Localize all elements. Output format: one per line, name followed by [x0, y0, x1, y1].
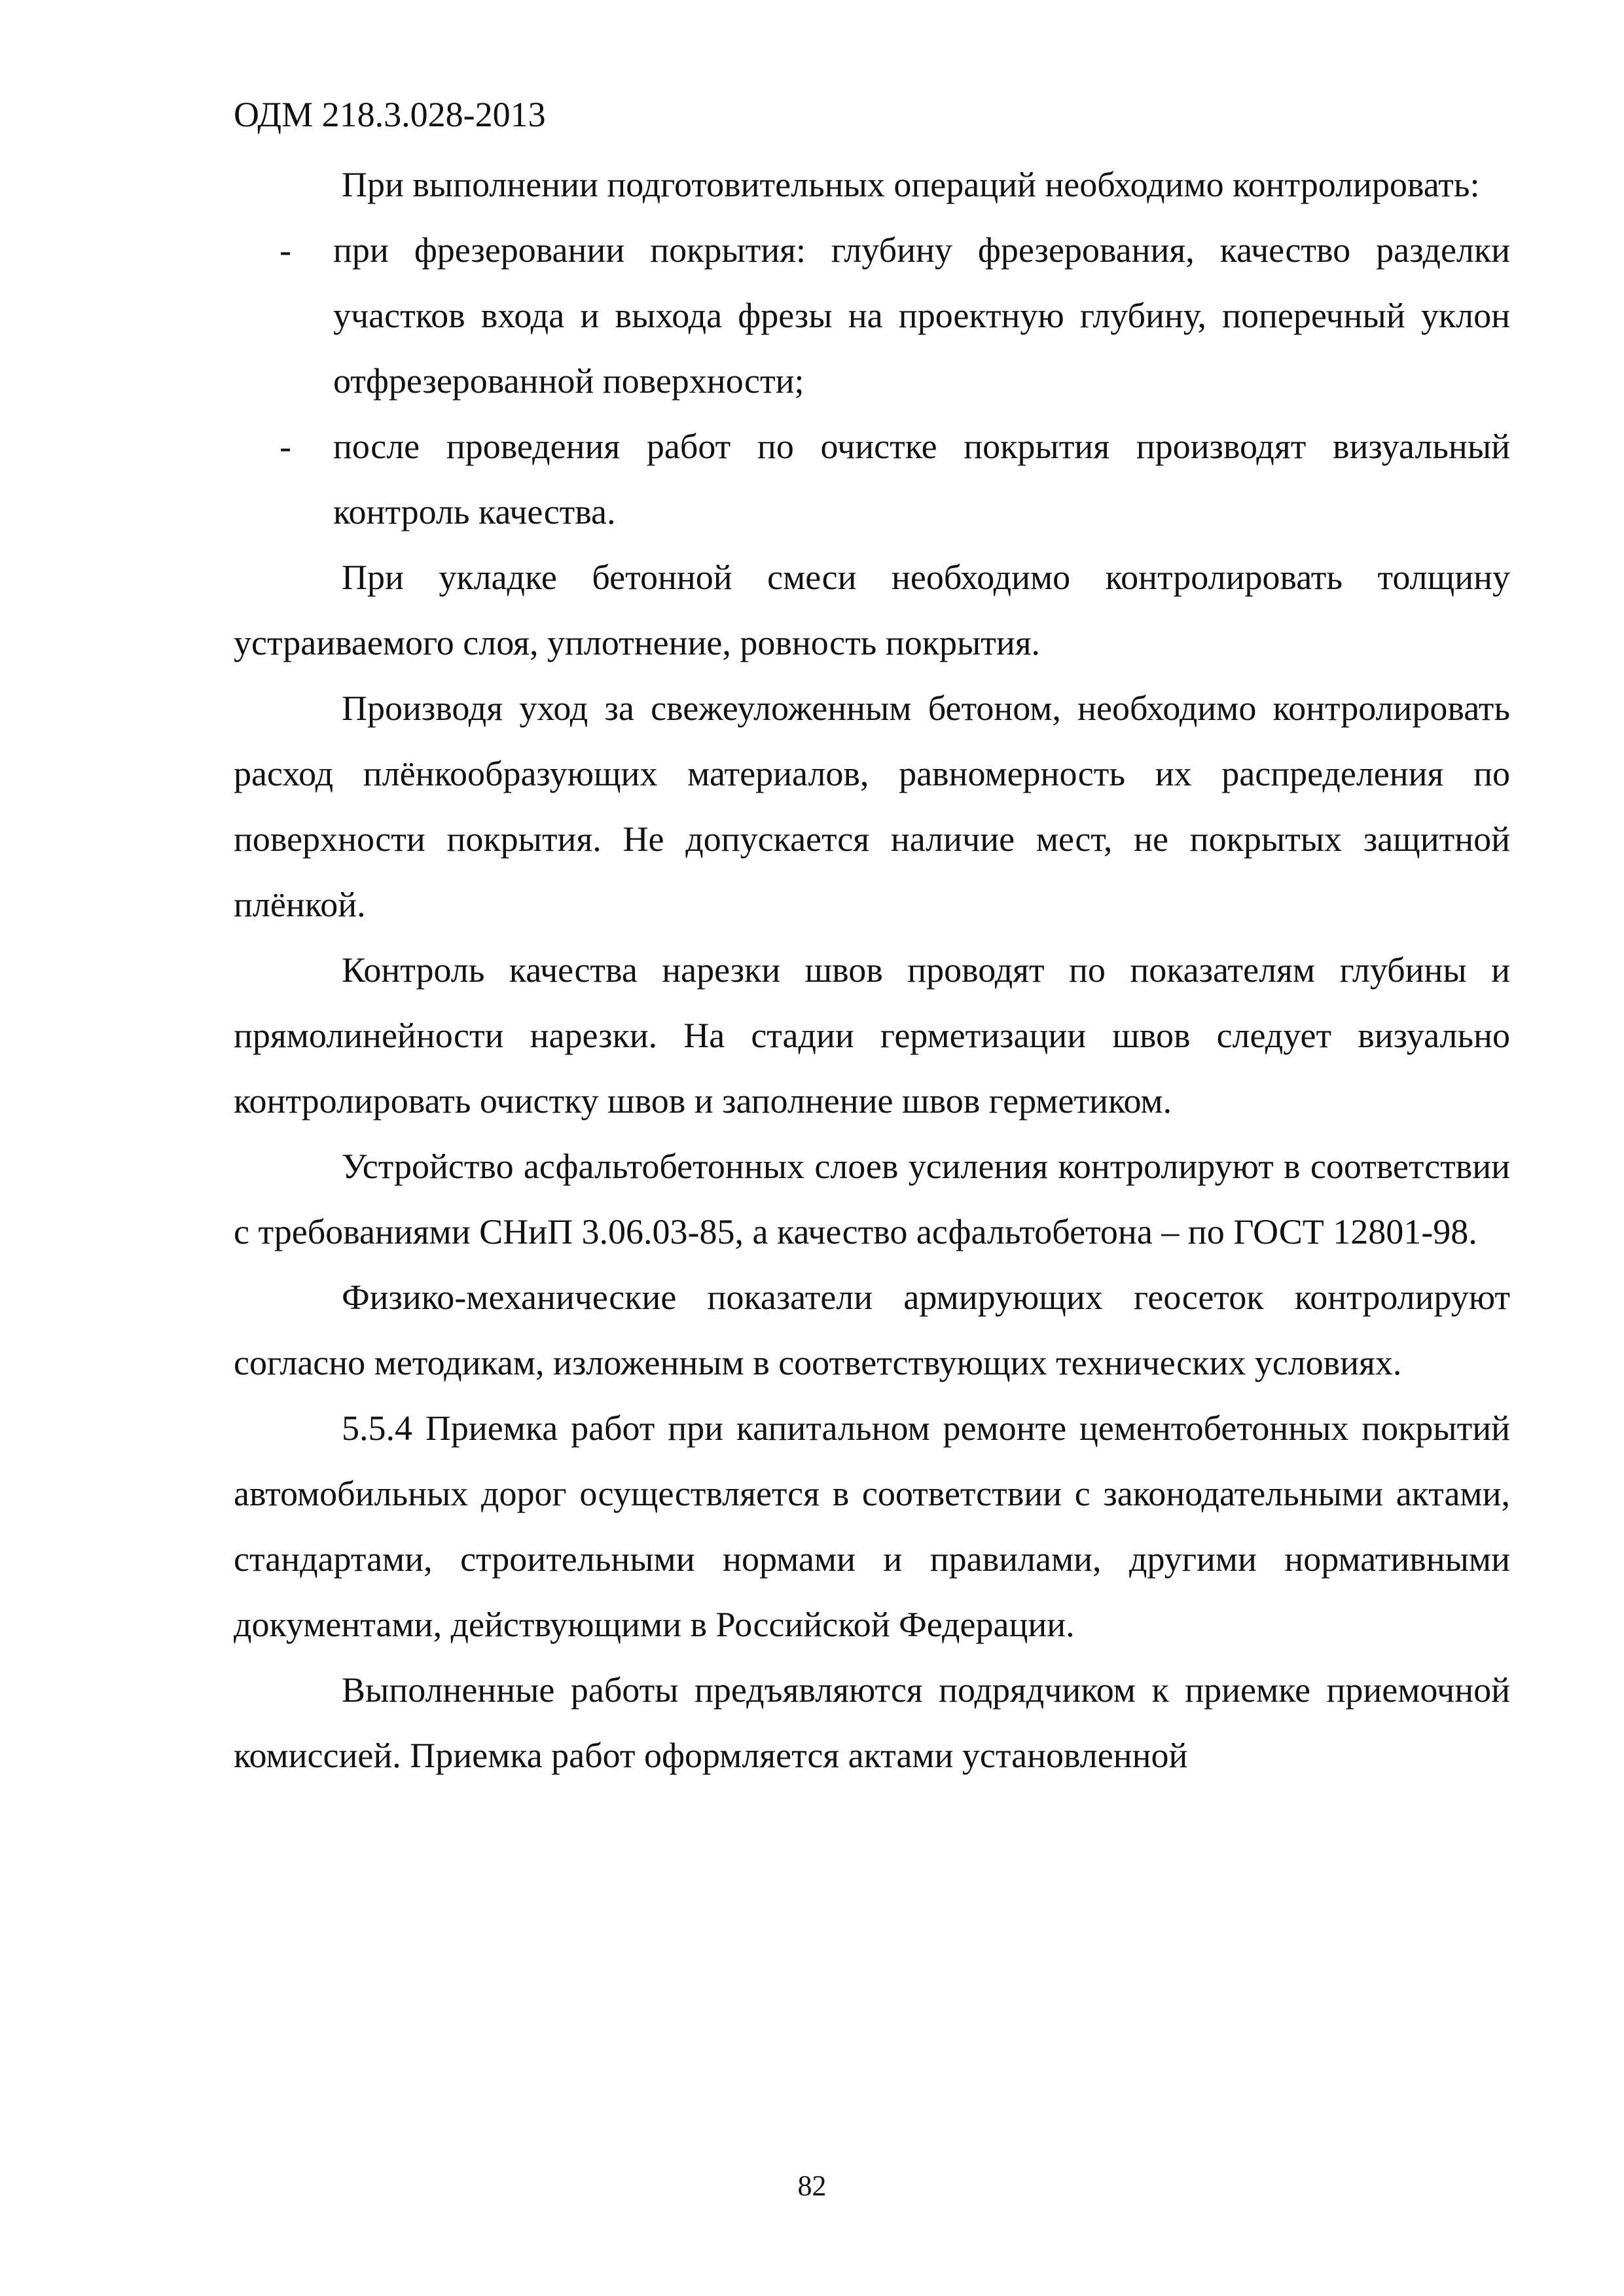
paragraph-concrete-laying: При укладке бетонной смеси необходимо контролировать толщину устраиваемого слоя, уплотнение, ровность покрытия. — [234, 558, 1510, 662]
page-number: 82 — [797, 2170, 827, 2202]
paragraph-concrete-care: Производя уход за свежеуложенным бетоном, необходимо контролировать расход плёнкообразующих материалов, равномерность их распределения по поверхности покрытия. Не допускается наличие мест, не покрытых защитной плёнкой. — [234, 689, 1510, 924]
document-code-header: ОДМ 218.3.028-2013 — [234, 95, 546, 134]
document-body — [234, 152, 1510, 1788]
paragraph-acceptance-commission: Выполненные работы предъявляются подрядчиком к приемке приемочной комиссией. Приемка работ оформляется актами установленной — [234, 1670, 1510, 1775]
list-item-text: при фрезеровании покрытия: глубину фрезерования, качество разделки участков входа и выхода фрезы на проектную глубину, поперечный уклон отфрезерованной поверхности; — [333, 230, 1510, 401]
control-list — [234, 217, 1510, 545]
list-item — [234, 414, 1510, 545]
paragraph-acceptance: 5.5.4 Приемка работ при капитальном ремонте цементобетонных покрытий автомобильных дорог осуществляется в соответствии с законодательными актами, стандартами, строительными нормами и правилами, другими нормативными документами, действующими в Российской Федерации. — [234, 1408, 1510, 1644]
list-dash-marker: - — [280, 230, 291, 270]
paragraph-preparatory-operations: При выполнении подготовительных операций необходимо контролировать: — [342, 165, 1480, 204]
paragraph-geogrid: Физико-механические показатели армирующих геосеток контролируют согласно методикам, изложенным в соответствующих технических условиях. — [234, 1278, 1510, 1382]
list-item — [234, 217, 1510, 414]
list-dash-marker: - — [280, 427, 291, 466]
paragraph-joint-cutting: Контроль качества нарезки швов проводят по показателям глубины и прямолинейности нарезки. На стадии герметизации швов следует визуально контролировать очистку швов и заполнение швов герметиком. — [234, 950, 1510, 1121]
paragraph-asphalt-layers: Устройство асфальтобетонных слоев усиления контролируют в соответствии с требованиями СНиП 3.06.03-85, а качество асфальтобетона – по ГОСТ 12801-98. — [234, 1147, 1510, 1251]
list-item-text: после проведения работ по очистке покрытия производят визуальный контроль качества. — [333, 427, 1510, 531]
